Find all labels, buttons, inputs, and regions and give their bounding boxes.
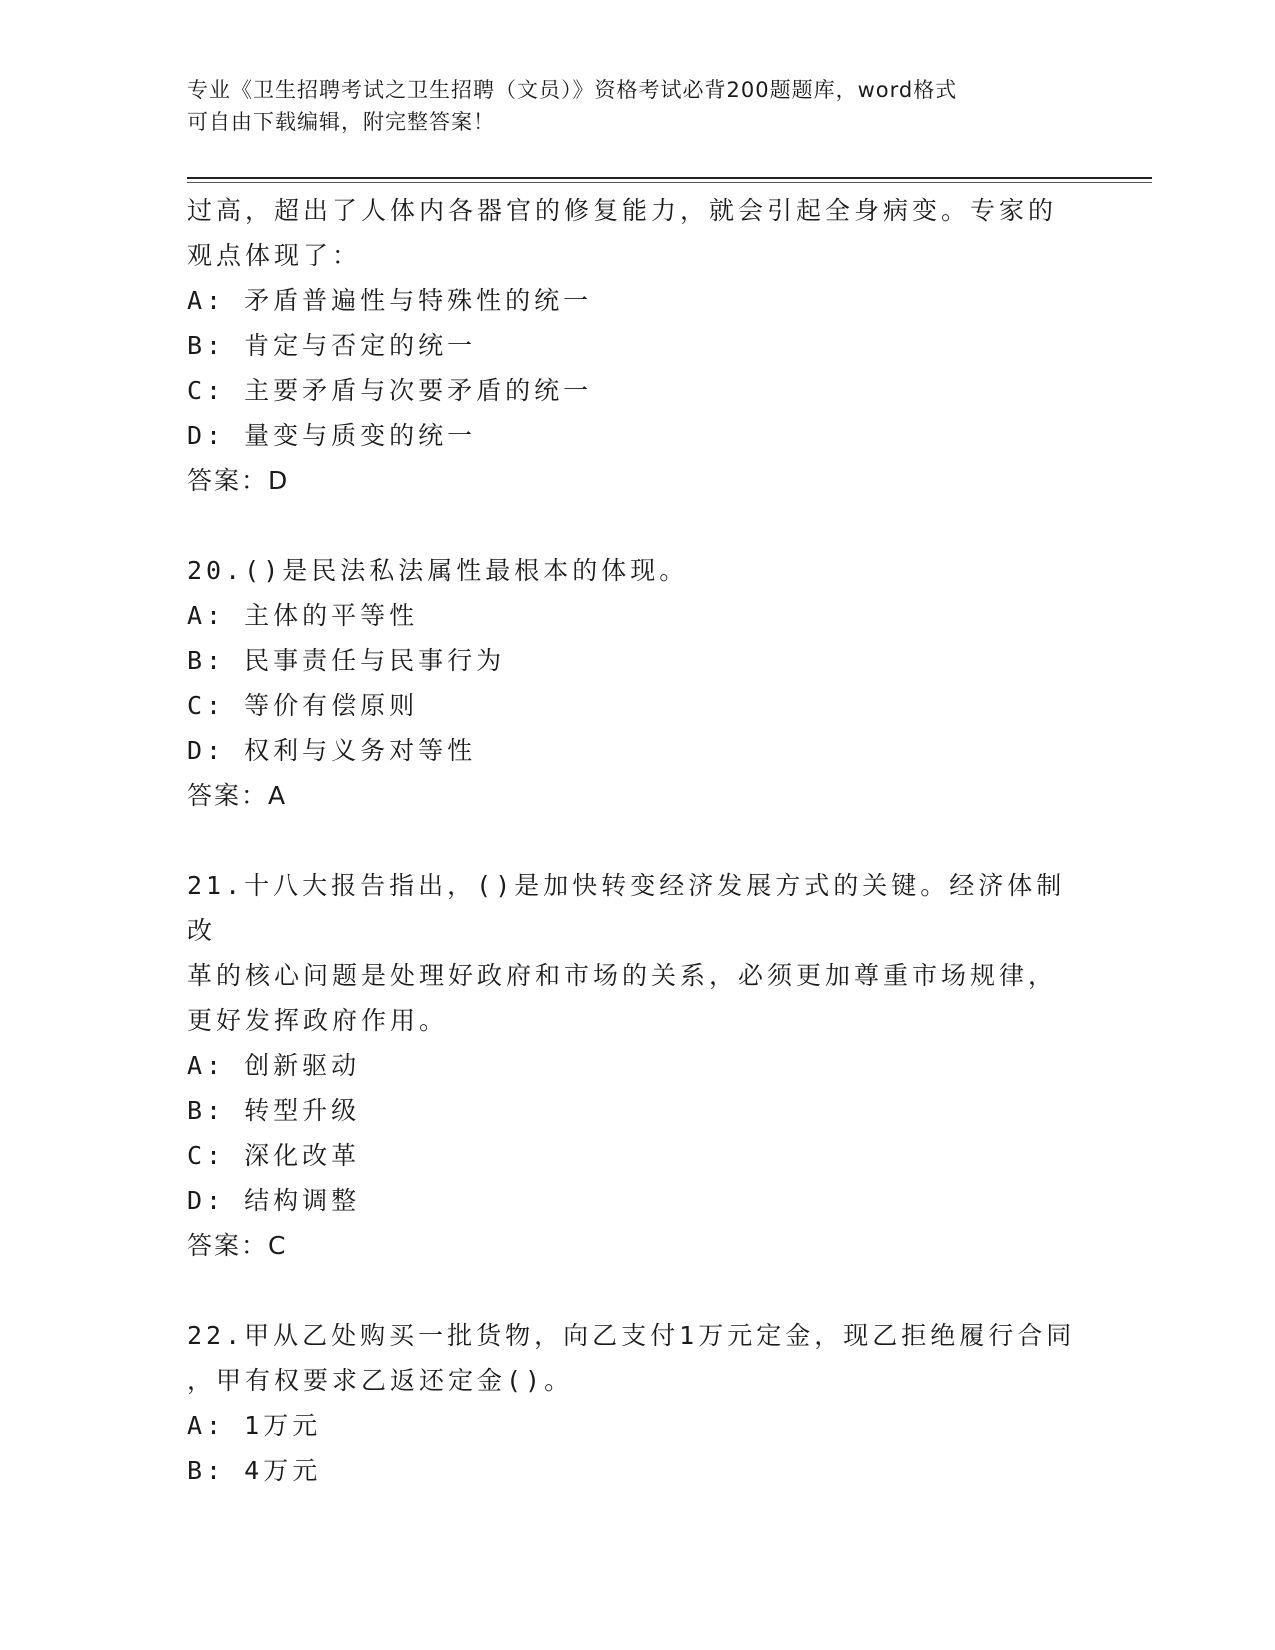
- question-text-line: ，甲有权要求乙返还定金()。: [187, 1366, 574, 1395]
- question-21: [187, 863, 1087, 1268]
- question-20: [187, 548, 1087, 818]
- option-c: C: 深化改革: [187, 1141, 361, 1170]
- option-b: B: 4万元: [187, 1456, 322, 1485]
- option-a: A: 主体的平等性: [187, 601, 419, 630]
- option-b: B: 转型升级: [187, 1096, 361, 1125]
- question-text-line: 观点体现了：: [187, 241, 362, 270]
- header-divider: [187, 177, 1152, 179]
- option-a: A: 矛盾普遍性与特殊性的统一: [187, 286, 593, 315]
- option-b: B: 肯定与否定的统一: [187, 331, 477, 360]
- option-c: C: 主要矛盾与次要矛盾的统一: [187, 376, 593, 405]
- answer-label: 答案：C: [187, 1231, 288, 1260]
- option-d: D: 量变与质变的统一: [187, 421, 477, 450]
- document-body: [187, 188, 1087, 1493]
- document-header: [187, 74, 1067, 138]
- question-text-line: 更好发挥政府作用。: [187, 1006, 449, 1035]
- header-title-line-2: 可自由下载编辑，附完整答案！: [187, 110, 495, 134]
- option-d: D: 结构调整: [187, 1186, 361, 1215]
- header-divider-thin: [187, 182, 1152, 183]
- question-22: [187, 1313, 1087, 1493]
- answer-label: 答案：A: [187, 781, 288, 810]
- question-text-line: 22.甲从乙处购买一批货物，向乙支付1万元定金，现乙拒绝履行合同: [187, 1321, 1076, 1350]
- option-c: C: 等价有偿原则: [187, 691, 419, 720]
- option-b: B: 民事责任与民事行为: [187, 646, 506, 675]
- question-text-line: 革的核心问题是处理好政府和市场的关系，必须更加尊重市场规律，: [187, 961, 1058, 990]
- option-a: A: 创新驱动: [187, 1051, 361, 1080]
- option-d: D: 权利与义务对等性: [187, 736, 477, 765]
- header-title-line-1: 专业《卫生招聘考试之卫生招聘（文员）》资格考试必背200题题库，word格式: [187, 78, 958, 102]
- question-text-line: 过高，超出了人体内各器官的修复能力，就会引起全身病变。专家的: [187, 196, 1058, 225]
- answer-label: 答案：D: [187, 466, 290, 495]
- question-text-line: 21.十八大报告指出，()是加快转变经济发展方式的关键。经济体制改: [187, 871, 1066, 945]
- option-a: A: 1万元: [187, 1411, 322, 1440]
- question-19-continued: [187, 188, 1087, 503]
- question-text-line: 20.()是民法私法属性最根本的体现。: [187, 556, 689, 585]
